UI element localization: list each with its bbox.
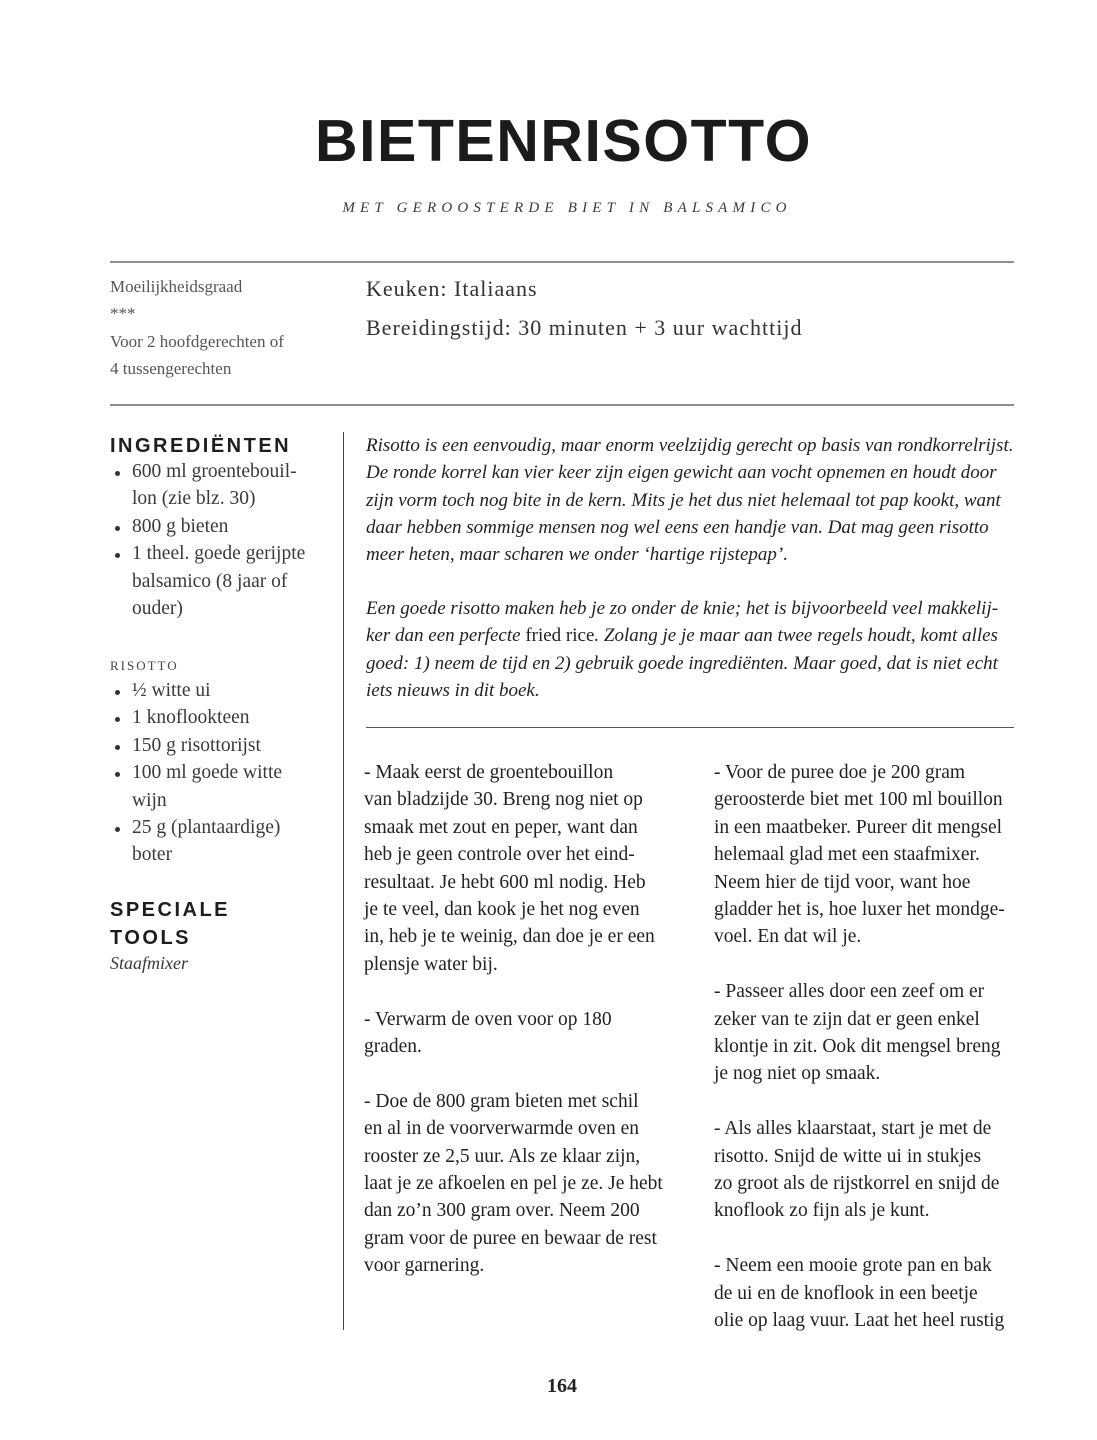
list-item-line: 150 g risottorijst <box>132 734 261 756</box>
step-paragraph <box>364 759 663 978</box>
bullet-icon <box>115 553 120 558</box>
step-line: zo groot als de rijstkorrel en snijd de <box>714 1173 1000 1195</box>
risotto-ingredients-list <box>110 677 282 869</box>
list-item-line: 25 g (plantaardige) <box>132 817 281 839</box>
meta-left <box>110 273 284 383</box>
intro-paragraph <box>366 432 1013 568</box>
list-item-line: ouder) <box>132 598 183 620</box>
intro-text: ker dan een perfecte <box>366 625 526 647</box>
step-line: - Maak eerst de groentebouillon <box>364 762 614 783</box>
servings-line: Voor 2 hoofdgerechten of <box>110 331 284 351</box>
intro-line: iets nieuws in dit boek. <box>366 679 540 701</box>
step-paragraph <box>364 1088 663 1280</box>
list-item <box>110 540 305 622</box>
step-line: - Neem een mooie grote pan en bak <box>714 1255 992 1277</box>
list-item <box>110 732 282 759</box>
step-line: risotto. Snijd de witte ui in stukjes <box>714 1145 982 1167</box>
prep-time: Bereidingstijd: 30 minuten + 3 uur wachttijd <box>366 315 803 340</box>
list-item-line: lon (zie blz. 30) <box>132 488 256 510</box>
step-paragraph <box>714 1252 1005 1334</box>
step-line: in, heb je te weinig, dan doe je er een <box>364 926 655 948</box>
intro-line <box>366 622 998 649</box>
step-line: voor garnering. <box>364 1255 485 1277</box>
step-line: helemaal glad met een staafmixer. <box>714 844 980 866</box>
divider-top <box>110 261 1014 263</box>
difficulty-label: Moeilijkheidsgraad <box>110 277 243 296</box>
steps-column-right <box>714 759 1005 1362</box>
difficulty-rating: *** <box>110 304 136 324</box>
step-line: resultaat. Je hebt 600 ml nodig. Heb <box>364 871 646 893</box>
step-line: knoflook zo fijn als je kunt. <box>714 1200 930 1222</box>
step-line: in een maatbeker. Pureer dit mengsel <box>714 816 1003 838</box>
list-item-line: balsamico (8 jaar of <box>132 570 288 592</box>
step-line: - Voor de puree doe je 200 gram <box>714 762 966 783</box>
intro-paragraph <box>366 595 998 704</box>
step-line: voel. En dat wil je. <box>714 926 862 948</box>
ingredients-list <box>110 458 305 622</box>
step-line: - Als alles klaarstaat, start je met de <box>714 1118 992 1140</box>
servings-line: 4 tussengerechten <box>110 359 232 379</box>
step-line: - Doe de 800 gram bieten met schil <box>364 1090 639 1112</box>
step-line: de ui en de knoflook in een beetje <box>714 1282 978 1304</box>
tools-heading <box>110 896 230 952</box>
step-line: smaak met zout en peper, want dan <box>364 816 638 838</box>
tools-heading-line: SPECIALE <box>110 899 231 921</box>
intro-text: . Zolang je je maar aan twee regels houdt, komt alles <box>594 625 998 647</box>
meta-right <box>366 269 802 347</box>
list-item-line: 1 knoflookteen <box>132 707 250 729</box>
step-line: rooster ze 2,5 uur. Als ze klaar zijn, <box>364 1145 641 1167</box>
divider-middle <box>110 404 1014 406</box>
bullet-icon <box>115 745 120 750</box>
step-line: olie op laag vuur. Laat het heel rustig <box>714 1310 1005 1332</box>
bullet-icon <box>115 717 120 722</box>
step-line: plensje water bij. <box>364 953 498 975</box>
step-line: graden. <box>364 1036 422 1058</box>
bullet-icon <box>115 772 120 777</box>
list-item-line: 1 theel. goede gerijpte <box>132 543 306 565</box>
bullet-icon <box>115 690 120 695</box>
bullet-icon <box>115 526 120 531</box>
list-item <box>110 458 305 513</box>
step-paragraph <box>714 1115 1005 1225</box>
step-line: van bladzijde 30. Breng nog niet op <box>364 789 643 811</box>
list-item-line: boter <box>132 844 173 866</box>
step-paragraph <box>364 1006 663 1061</box>
list-item <box>110 759 282 814</box>
recipe-title: BIETENRISOTTO <box>314 108 812 174</box>
step-line: je te veel, dan kook je het nog even <box>364 899 640 921</box>
steps-column-left <box>364 759 663 1307</box>
intro-line: Risotto is een eenvoudig, maar enorm veelzijdig gerecht op basis van rondkorrelrijst. <box>366 435 1014 456</box>
step-line: je nog niet op smaak. <box>714 1063 881 1085</box>
step-line: zeker van te zijn dat er geen enkel <box>714 1008 980 1030</box>
risotto-subheading: RISOTTO <box>110 658 179 673</box>
step-line: geroosterde biet met 100 ml bouillon <box>714 789 1003 811</box>
list-item-line: 800 g bieten <box>132 515 229 537</box>
cuisine: Keuken: Italiaans <box>366 276 538 301</box>
step-line: laat je ze afkoelen en pel je ze. Je hebt <box>364 1173 663 1195</box>
list-item <box>110 677 282 704</box>
intro-line: meer heten, maar scharen we onder ‘hartige rijstepap’. <box>366 544 788 566</box>
intro-line: De ronde korrel kan vier keer zijn eigen gewicht aan vocht opnemen en houdt door <box>366 462 997 484</box>
step-line: - Verwarm de oven voor op 180 <box>364 1008 612 1030</box>
step-line: gladder het is, hoe luxer het mondge- <box>714 899 1005 921</box>
tools-heading-line: TOOLS <box>110 927 192 949</box>
list-item-line: ½ witte ui <box>132 680 211 701</box>
intro-line: Een goede risotto maken heb je zo onder de knie; het is bijvoorbeeld veel makkelij- <box>366 598 999 619</box>
step-paragraph <box>714 978 1005 1088</box>
step-line: Neem hier de tijd voor, want hoe <box>714 871 971 893</box>
bullet-icon <box>115 827 120 832</box>
ingredients-heading: INGREDIËNTEN <box>110 435 292 457</box>
tool-item: Staafmixer <box>110 953 188 973</box>
intro-roman-text: fried rice <box>525 625 595 647</box>
intro-line: zijn vorm toch nog bite in de kern. Mits je het dus niet helemaal tot pap kookt, want <box>366 489 1001 511</box>
bullet-icon <box>115 471 120 476</box>
step-line: klontje in zit. Ook dit mengsel breng <box>714 1036 1001 1058</box>
step-line: gram voor de puree en bewaar de rest <box>364 1227 657 1249</box>
intro-divider <box>366 727 1014 728</box>
list-item <box>110 704 282 731</box>
step-line: dan zo’n 300 gram over. Neem 200 <box>364 1200 640 1222</box>
step-line: - Passeer alles door een zeef om er <box>714 981 985 1003</box>
list-item-line: wijn <box>132 789 167 811</box>
recipe-subtitle: MET GEROOSTERDE BIET IN BALSAMICO <box>342 200 792 216</box>
page-number: 164 <box>547 1375 577 1397</box>
step-paragraph <box>714 759 1005 951</box>
list-item-line: 600 ml groentebouil- <box>132 461 297 482</box>
intro-line: daar hebben sommige mensen nog wel eens een handje van. Dat mag geen risotto <box>366 516 989 538</box>
step-line: heb je geen controle over het eind- <box>364 844 635 866</box>
step-line: en al in de voorverwarmde oven en <box>364 1118 640 1140</box>
list-item-line: 100 ml goede witte <box>132 762 283 784</box>
intro-line: goed: 1) neem de tijd en 2) gebruik goede ingrediënten. Maar goed, dat is niet echt <box>366 652 998 674</box>
column-divider <box>343 432 344 1330</box>
list-item <box>110 814 282 869</box>
list-item <box>110 513 305 540</box>
